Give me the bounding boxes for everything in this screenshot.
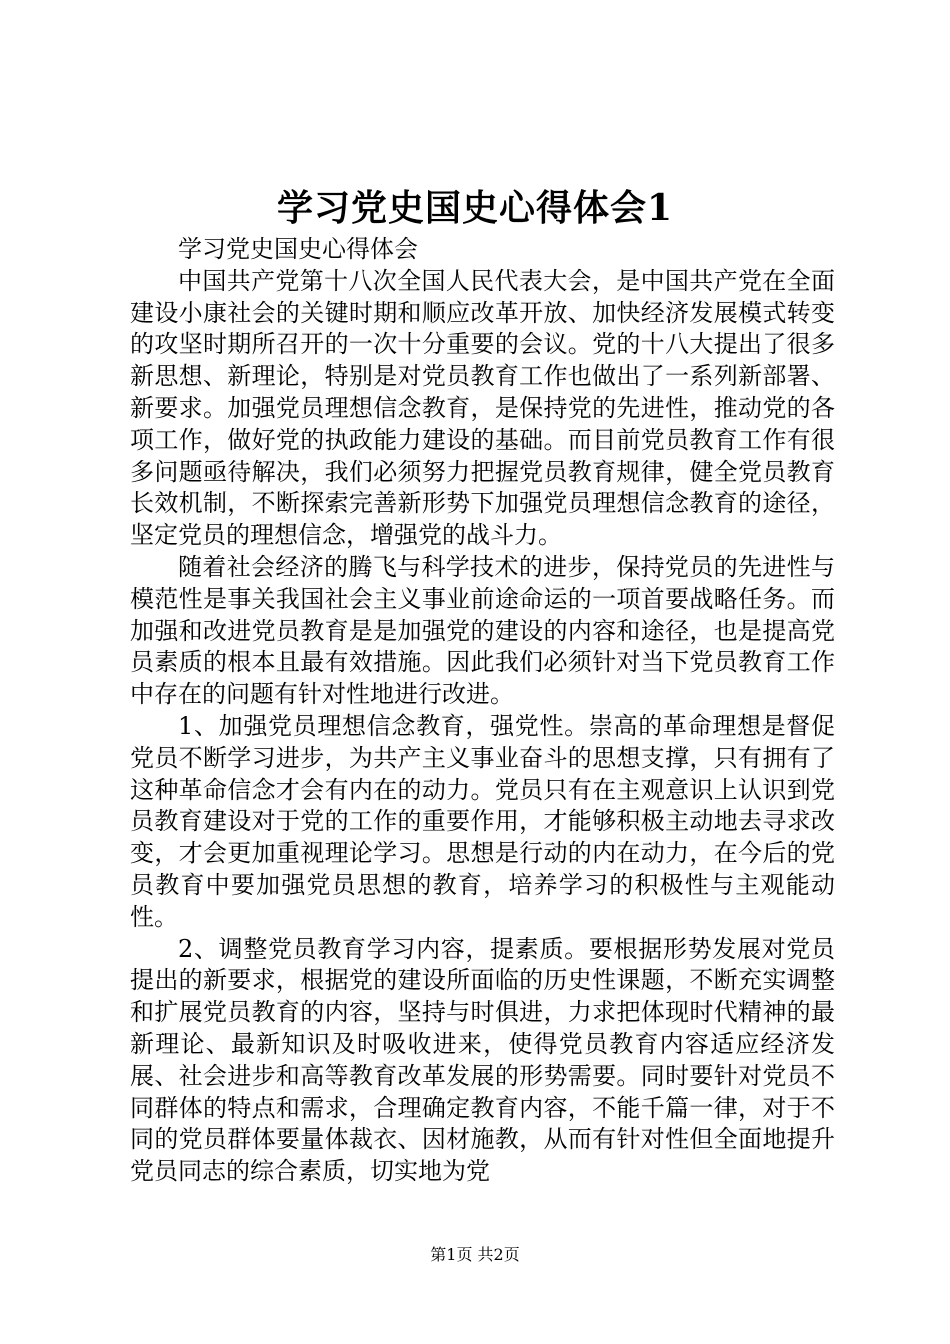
page-footer: 第1页 共2页 — [430, 1245, 520, 1264]
document-body — [130, 234, 835, 1188]
paragraph-1: 中国共产党第十八次全国人民代表大会，是中国共产党在全面建设小康社会的关键时期和顺应改革开放、加快经济发展模式转变的攻坚时期所召开的一次十分重要的会议。党的十八大提出了很多新思想、新理论，特别是对党员教育工作也做出了一系列新部署、新要求。加强党员理想信念教育，是保持党的先进性，推动党的各项工作，做好党的执政能力建设的基础。而目前党员教育工作有很多问题亟待解决，我们必须努力把握党员教育规律，健全党员教育长效机制，不断探索完善新形势下加强党员理想信念教育的途径，坚定党员的理想信念，增强党的战斗力。 — [130, 266, 835, 550]
document-title: 学习党史国史心得体会1 — [276, 187, 674, 229]
paragraph-4: 2、调整党员教育学习内容，提素质。要根据形势发展对党员提出的新要求，根据党的建设所面临的历史性课题，不断充实调整和扩展党员教育的内容，坚持与时俱进，力求把体现时代精神的最新理论、最新知识及时吸收进来，使得党员教育内容适应经济发展、社会进步和高等教育改革发展的形势需要。同时要针对党员不同群体的特点和需求，合理确定教育内容，不能千篇一律，对于不同的党员群体要量体裁衣、因材施教，从而有针对性但全面地提升党员同志的综合素质，切实地为党 — [130, 934, 835, 1186]
paragraph-3: 1、加强党员理想信念教育，强党性。崇高的革命理想是督促党员不断学习进步，为共产主义事业奋斗的思想支撑，只有拥有了这种革命信念才会有内在的动力。党员只有在主观意识上认识到党员教育建设对于党的工作的重要作用，才能够积极主动地去寻求改变，才会更加重视理论学习。思想是行动的内在动力，在今后的党员教育中要加强党员思想的教育，培养学习的积极性与主观能动性。 — [130, 711, 835, 931]
paragraph-2: 随着社会经济的腾飞与科学技术的进步，保持党员的先进性与模范性是事关我国社会主义事业前途命运的一项首要战略任务。而加强和改进党员教育是是加强党的建设的内容和途径，也是提高党员素质的根本且最有效措施。因此我们必须针对当下党员教育工作中存在的问题有针对性地进行改进。 — [130, 552, 835, 709]
document-subtitle: 学习党史国史心得体会 — [178, 235, 418, 263]
